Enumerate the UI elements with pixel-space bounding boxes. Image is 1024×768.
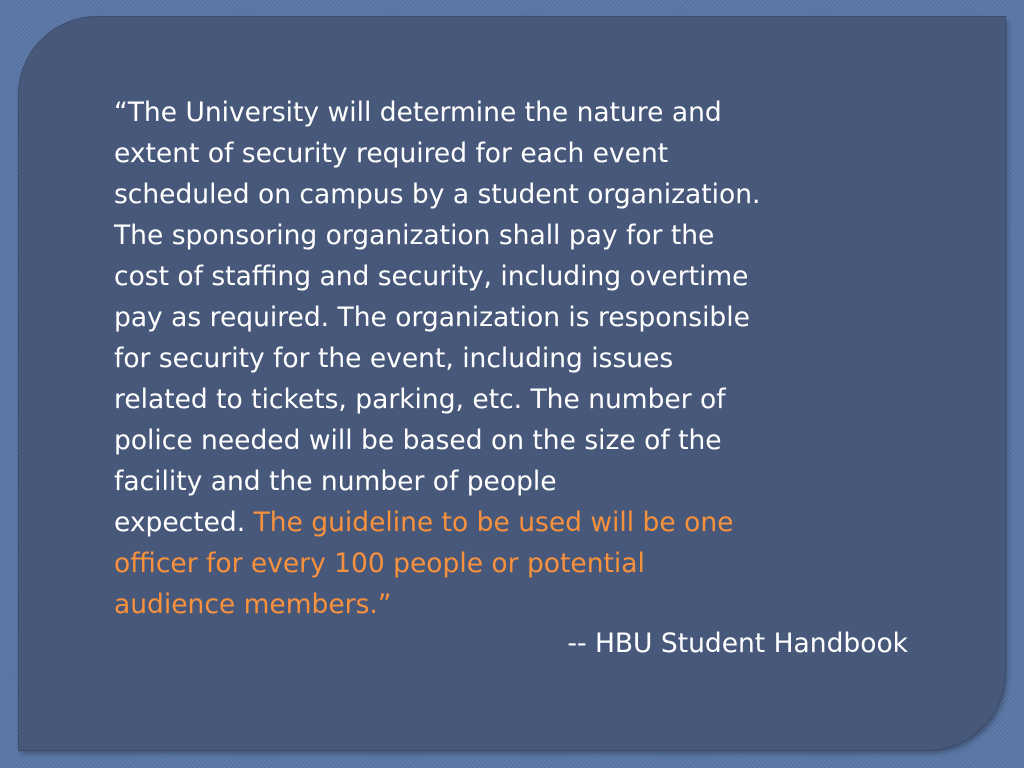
guideline-highlight: The guideline to be used will be one [253,507,734,538]
quote-line: The sponsoring organization shall pay for the [114,220,715,251]
quote-line: scheduled on campus by a student organization. [114,179,761,210]
quote-line: “The University will determine the nature and [114,97,722,128]
handbook-quote [114,92,914,625]
quote-line-mixed [114,502,914,543]
quote-text-plain: expected. [114,507,254,538]
quote-attribution: -- HBU Student Handbook [567,628,908,659]
quote-line: cost of staffing and security, including overtime [114,261,749,292]
guideline-highlight-line: audience members.” [114,589,392,620]
quote-line: related to tickets, parking, etc. The number of [114,384,726,415]
guideline-highlight-line: officer for every 100 people or potential [114,548,645,579]
quote-line: for security for the event, including issues [114,343,674,374]
quote-line: pay as required. The organization is responsible [114,302,750,333]
quote-line: extent of security required for each event [114,138,669,169]
quote-line: police needed will be based on the size of the [114,425,722,456]
quote-line: facility and the number of people [114,466,557,497]
